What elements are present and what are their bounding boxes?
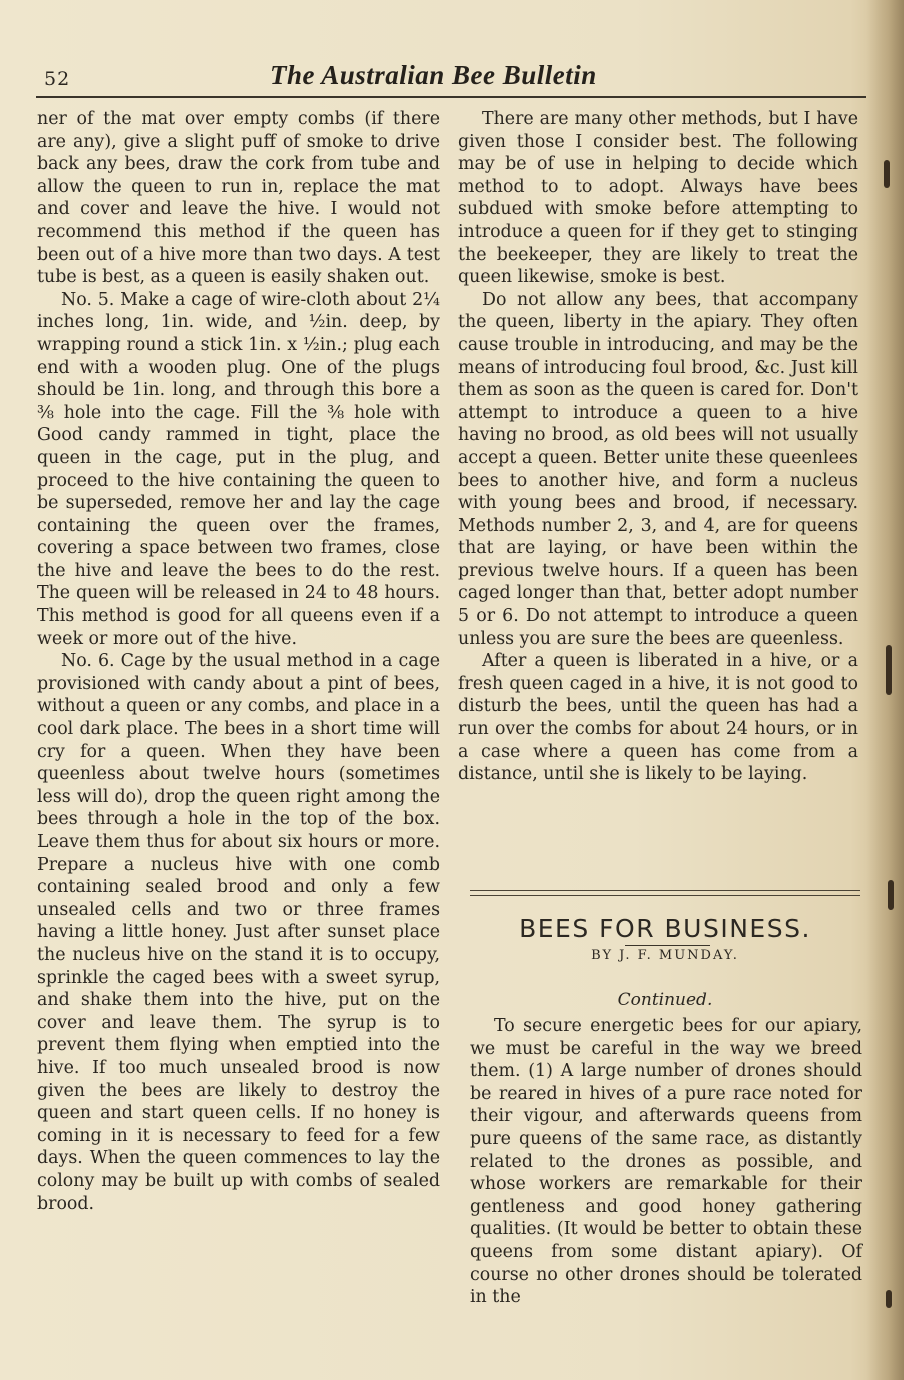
page-number: 52 xyxy=(44,68,71,90)
paragraph: Do not allow any bees, that accompany the queen, liberty in the apiary. They often cause trouble in introducing, and may be the means of introducing foul brood, &c. Just kill them as soon as the queen is cared for. Don't attempt to introduce a queen to a hive having no brood, as old bees will not usually accept a queen. Better unite these queenlees bees to another hive, and form a nucleus with young bees and brood, if necessary. Methods number 2, 3, and 4, are for queens that are laying, or have been within the previous twelve hours. If a queen has been caged longer than that, better adopt number 5 or 6. Do not attempt to introduce a queen unless you are sure the bees are queenless. xyxy=(458,289,858,649)
page-edge-shadow xyxy=(866,0,904,1380)
paragraph: To secure energetic bees for our apiary, we must be careful in the way we breed them. (1) A large number of drones should be reared in hives of a pure race noted for their vigour, and afterwards queens from pure queens of the same race, as distantly related to the drones as possible, and whose workers are remarkable for their gentleness and good honey gathering qualities. (It would be better to obtain these queens from some distant apiary). Of course no other drones should be tolerated in the xyxy=(470,1016,862,1308)
paragraph: ner of the mat over empty combs (if there are any), give a slight puff of smoke to drive back any bees, draw the cork from tube and allow the queen to run in, replace the mat and cover and leave the hive. I would not recommend this method if the queen has been out of a hive more than two days. A test tube is best, as a queen is easily shaken out. xyxy=(37,109,440,288)
right-column xyxy=(458,108,858,786)
paragraph: No. 6. Cage by the usual method in a cage provisioned with candy about a pint of bees, without a queen or any combs, and place in a cool dark place. The bees in a short time will cry for a queen. When they have been queenless about twelve hours (sometimes less will do), drop the queen right among the bees through a hole in the top of the box. Leave them thus for about six hours or more. Prepare a nucleus hive with one comb containing sealed brood and only a few unsealed cells and two or three frames having a little honey. Just after sunset place the nucleus hive on the stand it is to occupy, sprinkle the caged bees with a sweet syrup, and shake them into the hive, put on the cover and leave them. The syrup is to prevent them flying when emptied into the hive. If too much unsealed brood is now given the bees are likely to destroy the queen and start queen cells. If no honey is coming in it is necessary to feed for a few days. When the queen commences to lay the colony may be built up with combs of sealed brood. xyxy=(37,651,440,1214)
page-edge-mark xyxy=(884,160,890,188)
paragraph: No. 5. Make a cage of wire-cloth about 2¼ inches long, 1in. wide, and ½in. deep, by wrapping round a stick 1in. x ½in.; plug each end with a wooden plug. One of the plugs should be 1in. long, and through this bore a ⅜ hole into the cage. Fill the ⅜ hole with Good candy rammed in tight, place the queen in the cage, put in the plug, and proceed to the hive containing the queen to be superseded, remove her and lay the cage containing the queen over the frames, covering a space between two frames, close the hive and leave the bees to do the rest. The queen will be released in 24 to 48 hours. This method is good for all queens even if a week or more out of the hive. xyxy=(37,289,440,649)
paragraph: There are many other methods, but I have given those I consider best. The following may be of use in helping to decide which method to to adopt. Always have bees subdued with smoke before attempting to introduce a queen for if they get to stinging the beekeeper, they are likely to treat the queen likewise, smoke is best. xyxy=(458,109,858,288)
article-title: BEES FOR BUSINESS. xyxy=(519,914,811,943)
page-edge-mark xyxy=(886,645,892,695)
section-divider xyxy=(470,890,860,896)
paragraph: After a queen is liberated in a hive, or a fresh queen caged in a hive, it is not good to disturb the bees, until the queen has had a run over the combs for about 24 hours, or in a case where a queen has come from a distance, until she is likely to be laying. xyxy=(458,651,858,785)
continued-label: Continued. xyxy=(617,990,713,1010)
left-column xyxy=(37,108,440,1215)
article-byline: BY J. F. MUNDAY. xyxy=(591,948,739,963)
article-body xyxy=(470,1015,862,1309)
page-edge-mark xyxy=(888,880,894,910)
header-rule xyxy=(36,96,866,98)
title-underline xyxy=(625,945,710,946)
page-edge-mark xyxy=(886,1290,892,1308)
running-title: The Australian Bee Bulletin xyxy=(270,60,597,90)
